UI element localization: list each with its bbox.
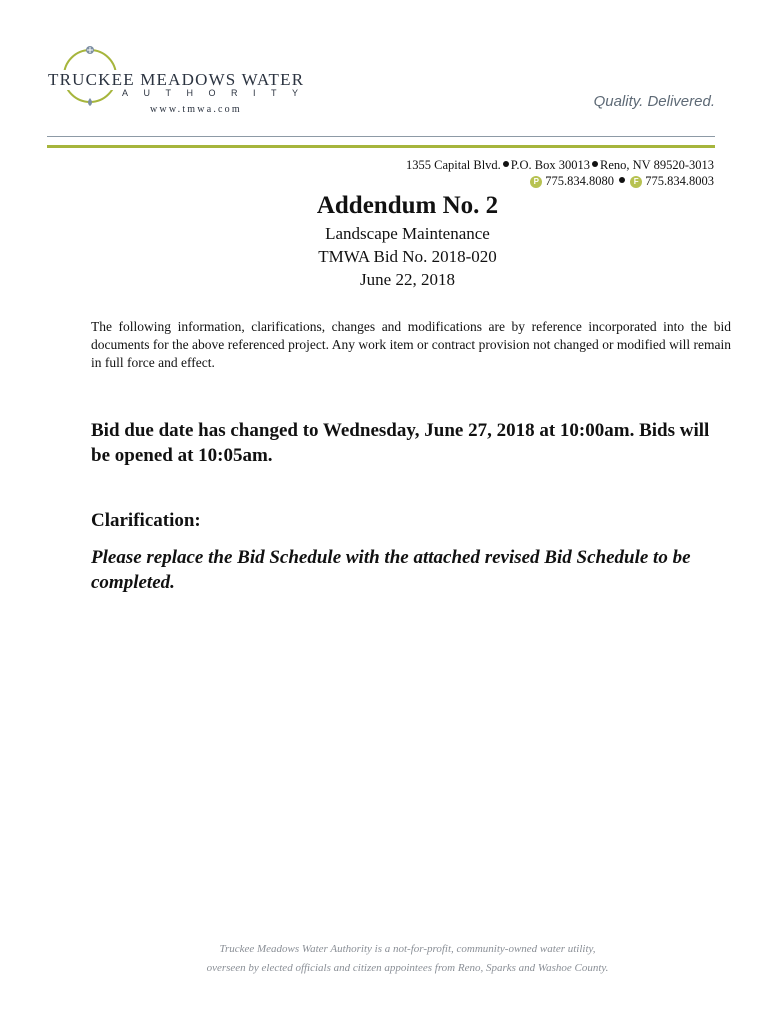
bid-number: TMWA Bid No. 2018-020 [318,247,497,266]
tagline: Quality. Delivered. [593,93,715,110]
logo-authority: AUTHORITY [122,88,314,98]
project-name: Landscape Maintenance [325,224,490,243]
address-po-box: P.O. Box 30013 [510,158,590,172]
fax-icon: F [630,176,642,188]
phone-number: 775.834.8080 [545,174,614,188]
footer-line-1: Truckee Meadows Water Authority is a not-for-profit, community-owned water utility, [219,943,596,955]
phone-icon: P [530,176,542,188]
logo-website: www.tmwa.com [150,104,242,115]
bullet-icon [503,161,509,167]
header-rule-green [47,145,715,148]
bullet-icon [619,177,625,183]
document-date: June 22, 2018 [360,270,455,289]
footer-line-2: overseen by elected officials and citizen appointees from Reno, Sparks and Washoe County. [206,962,609,974]
address-street: 1355 Capital Blvd. [406,158,501,172]
bullet-icon [592,161,598,167]
logo-org-name: TRUCKEE MEADOWS WATER [48,70,305,89]
due-date-notice: Bid due date has changed to Wednesday, June 27, 2018 at 10:00am. Bids will be opened at 10:05am. [91,420,710,466]
intro-paragraph: The following information, clarifications, changes and modifications are by reference incorporated into the bid documents for the above referenced project. Any work item or contract provision not changed or modified will remain in full force and effect. [91,319,731,370]
header-rule-gray [47,136,715,137]
clarification-heading: Clarification: [91,510,201,531]
address-line [406,158,714,173]
address-city: Reno, NV 89520-3013 [599,158,714,172]
document-title: Addendum No. 2 [316,192,499,219]
clarification-text: Please replace the Bid Schedule with the attached revised Bid Schedule to be completed. [91,547,691,593]
fax-number: 775.834.8003 [645,174,714,188]
contact-line [530,174,714,189]
